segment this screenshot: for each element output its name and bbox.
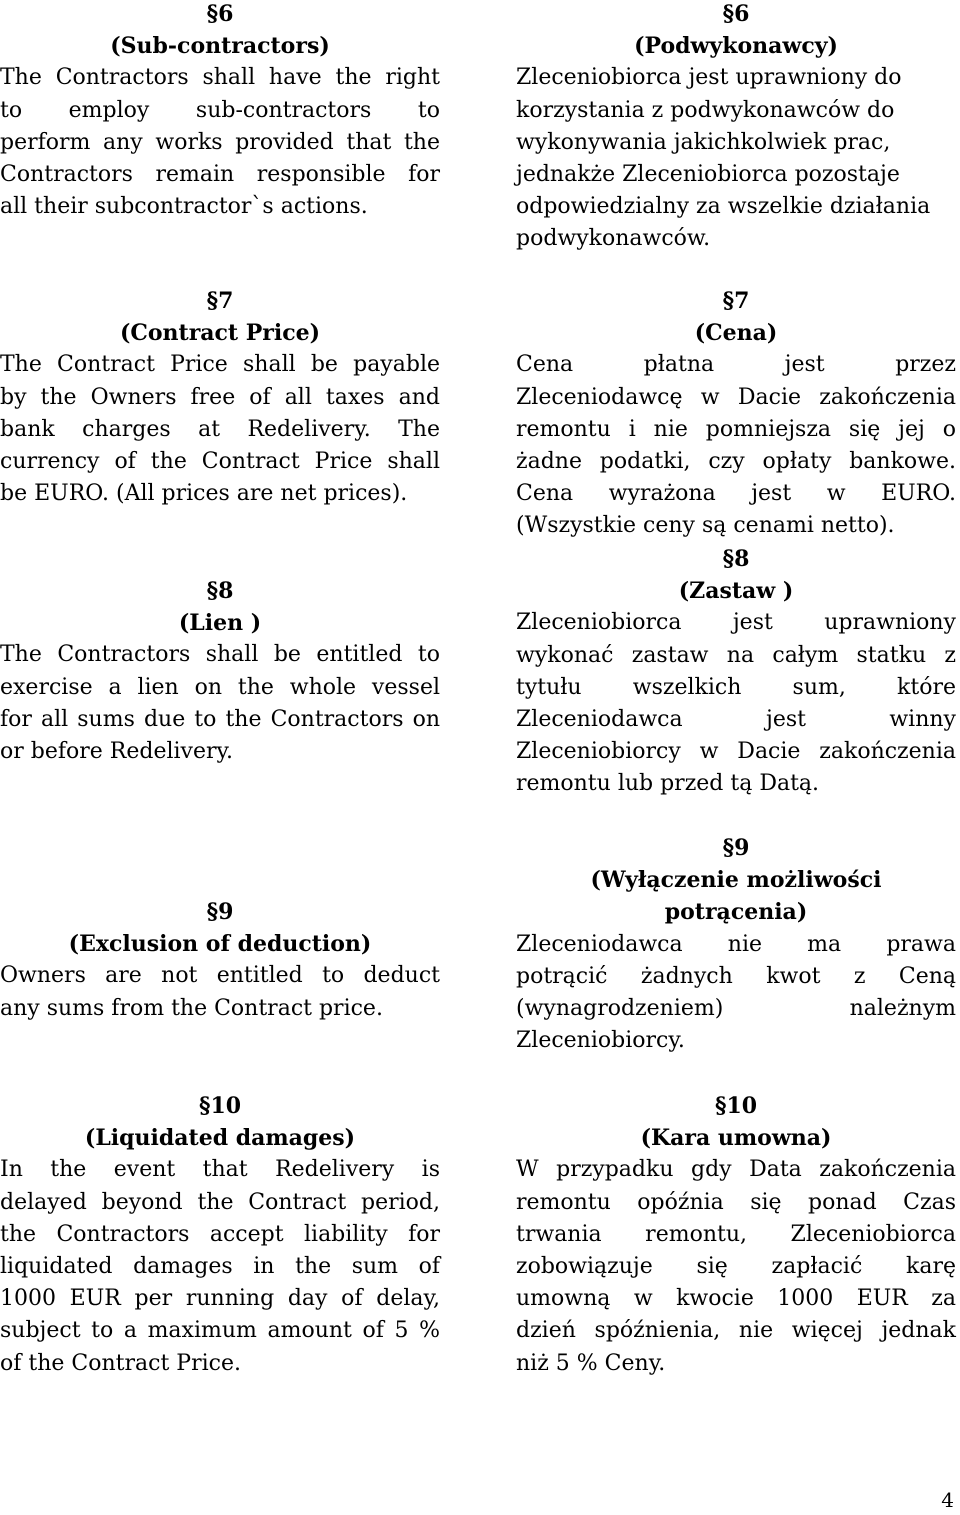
body-line: tytułu wszelkich sum, które [516, 674, 956, 700]
section-number: §9 [206, 899, 234, 925]
page-number: 4 [941, 1488, 954, 1512]
body-line: remontu i nie pomniejsza się jej o [516, 416, 956, 442]
body-line: niż 5 % Ceny. [516, 1350, 666, 1376]
section-body [0, 960, 440, 1024]
body-line: exercise a lien on the whole vessel [0, 674, 440, 700]
body-line: liquidated damages in the sum of [0, 1254, 440, 1280]
section-number: §9 [722, 835, 750, 861]
body-line: all their subcontractor`s actions. [0, 194, 368, 220]
section-number: §6 [722, 1, 750, 27]
section-body [516, 62, 956, 255]
section-6-en [0, 0, 440, 223]
body-line: W przypadku gdy Data zakończenia [516, 1157, 956, 1183]
section-title: (Kara umowna) [640, 1125, 832, 1152]
body-line: Cena wyrażona jest w EURO. [516, 481, 956, 507]
section-10-en [0, 1090, 440, 1380]
section-body [0, 62, 440, 223]
body-line: remontu opóźnia się ponad Czas [516, 1189, 956, 1215]
body-line: Owners are not entitled to deduct [0, 963, 440, 989]
section-title: (Podwykonawcy) [634, 33, 838, 60]
body-line: The Contract Price shall be payable [0, 352, 440, 378]
body-line: umowną w kwocie 1000 EUR za [516, 1286, 956, 1312]
section-title: (Cena) [694, 320, 778, 347]
section-body [0, 1154, 440, 1379]
body-line: Contractors remain responsible for [0, 162, 440, 188]
body-line: delayed beyond the Contract period, [0, 1189, 440, 1215]
body-line: subject to a maximum amount of 5 % [0, 1318, 440, 1344]
section-number: §6 [206, 1, 234, 27]
section-body [0, 639, 440, 768]
body-line: Zleceniobiorcy. [516, 1028, 685, 1054]
body-line: trwania remontu, Zleceniobiorca [516, 1221, 956, 1247]
section-body [516, 349, 956, 542]
section-10-pl [516, 1090, 956, 1380]
section-number: §7 [206, 288, 234, 314]
body-line: zobowiązuje się zapłacić karę [516, 1254, 956, 1280]
body-line: bank charges at Redelivery. The [0, 416, 440, 442]
section-number: §8 [206, 578, 234, 604]
body-line: Cena płatna jest przez [516, 352, 956, 378]
body-line: be EURO. (All prices are net prices). [0, 481, 408, 507]
body-line: potrącić żadnych kwot z Ceną [516, 963, 956, 989]
section-number: §8 [722, 546, 750, 572]
section-title: (Exclusion of deduction) [68, 931, 372, 958]
section-body [516, 607, 956, 800]
body-line: by the Owners free of all taxes and [0, 384, 440, 410]
body-line: Zleceniodawca nie ma prawa [516, 931, 956, 957]
body-line: Zleceniodawcę w Dacie zakończenia [516, 384, 956, 410]
section-9-pl [516, 832, 956, 1057]
body-line: Zleceniobiorca jest uprawniony do [516, 65, 902, 91]
section-number: §10 [198, 1093, 242, 1119]
section-8-en [0, 575, 440, 768]
body-line: dzień spóźnienia, nie więcej jednak [516, 1318, 956, 1344]
body-line: odpowiedzialny za wszelkie działania [516, 194, 931, 220]
body-line: In the event that Redelivery is [0, 1157, 440, 1183]
section-9-en [0, 896, 440, 1025]
section-body [516, 1154, 956, 1379]
body-line: wykonać zastaw na całym statku z [516, 642, 956, 668]
body-line: korzystania z podwykonawców do [516, 97, 895, 123]
section-body [516, 929, 956, 1058]
section-title: (Liquidated damages) [84, 1125, 356, 1152]
body-line: 1000 EUR per running day of delay, [0, 1286, 440, 1312]
section-7-en [0, 285, 440, 510]
body-line: perform any works provided that the [0, 129, 440, 155]
section-number: §10 [714, 1093, 758, 1119]
body-line: remontu lub przed tą Datą. [516, 771, 820, 797]
body-line: to employ sub-contractors to [0, 97, 440, 123]
body-line: Zleceniodawca jest winny [516, 707, 956, 733]
section-title: (Wyłączenie możliwości potrącenia) [590, 867, 882, 926]
section-8-pl [516, 543, 956, 801]
body-line: for all sums due to the Contractors on [0, 706, 440, 732]
section-6-pl [516, 0, 956, 256]
body-line: podwykonawców. [516, 226, 711, 252]
body-line: currency of the Contract Price shall [0, 449, 440, 475]
body-line: (Wszystkie ceny są cenami netto). [516, 513, 895, 539]
section-title: (Zastaw ) [678, 578, 794, 605]
body-line: or before Redelivery. [0, 739, 233, 765]
body-line: jednakże Zleceniobiorca pozostaje [516, 162, 900, 188]
body-line: The Contractors shall have the right [0, 65, 440, 91]
section-body [0, 349, 440, 510]
body-line: wykonywania jakichkolwiek prac, [516, 129, 891, 155]
section-title: (Contract Price) [119, 320, 321, 347]
body-line: the Contractors accept liability for [0, 1221, 440, 1247]
body-line: of the Contract Price. [0, 1350, 241, 1376]
body-line: żadne podatki, czy opłaty bankowe. [516, 449, 956, 475]
section-title: (Sub-contractors) [110, 33, 330, 60]
section-7-pl [516, 285, 956, 543]
section-number: §7 [722, 288, 750, 314]
body-line: The Contractors shall be entitled to [0, 642, 440, 668]
section-title: (Lien ) [178, 610, 262, 637]
body-line: any sums from the Contract price. [0, 995, 383, 1021]
body-line: Zleceniobiorcy w Dacie zakończenia [516, 739, 956, 765]
body-line: Zleceniobiorca jest uprawniony [516, 610, 956, 636]
body-line: (wynagrodzeniem) należnym [516, 996, 956, 1022]
